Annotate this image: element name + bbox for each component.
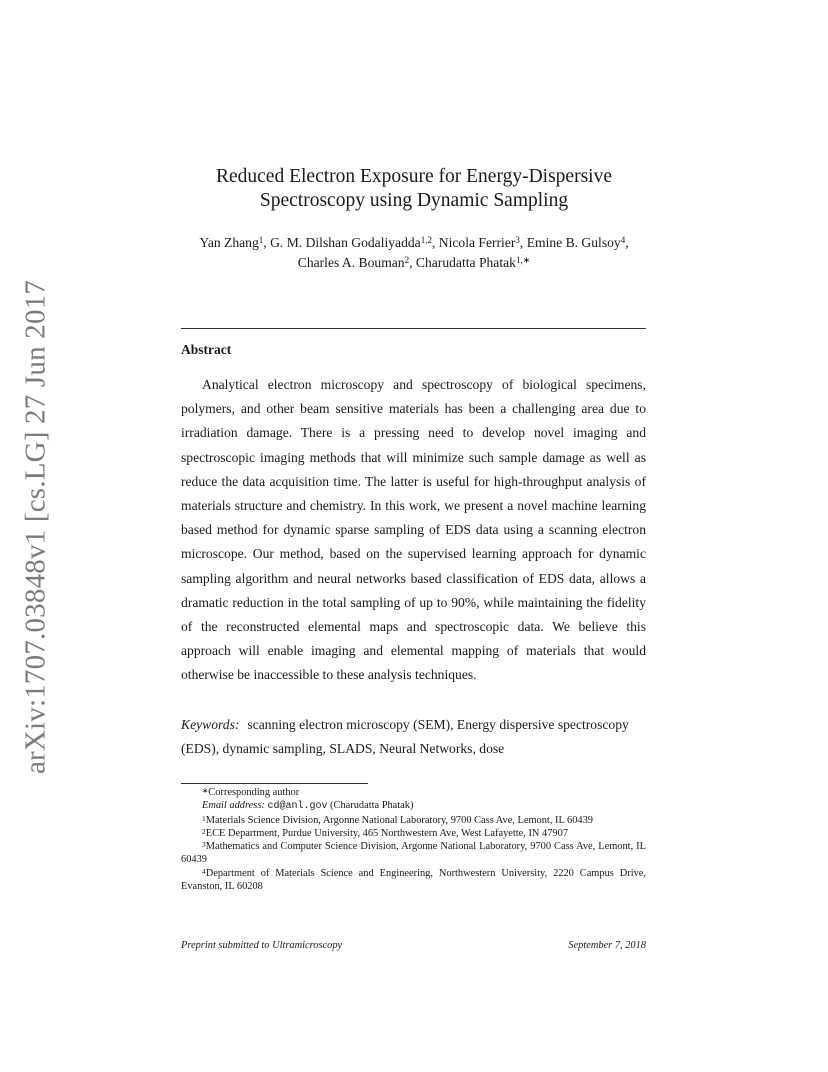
author-name: Yan Zhang <box>199 235 259 250</box>
footnote-mark: 4 <box>202 866 206 876</box>
footnote-rule <box>181 783 368 784</box>
footnote-mark: 2 <box>202 826 206 836</box>
footnote-text: Mathematics and Computer Science Division, Argonne National Laboratory, 9700 Cass Ave, Lemont, IL 60439 <box>181 841 646 866</box>
footnote-mark: 3 <box>202 840 206 850</box>
author <box>298 255 409 270</box>
footnote-email <box>181 799 646 813</box>
footnote-affiliation <box>181 827 646 840</box>
footnote-text: ECE Department, Purdue University, 465 Northwestern Ave, West Lafayette, IN 47907 <box>205 827 569 839</box>
abstract-text: Analytical electron microscopy and spectroscopy of biological specimens, polymers, and other beam sensitive materials has been a challenging area due to irradiation damage. There is a pressing need to develop novel imaging and spectroscopic imaging methods that will minimize such sample damage as well as reduce the data acquisition time. The latter is useful for high-throughput analysis of materials structure and chemistry. In this work, we present a novel machine learning based method for dynamic sparse sampling of EDS data using a scanning electron microscope. Our method, based on the supervised learning approach for dynamic sampling algorithm and neural networks based classification of EDS data, allows a dramatic reduction in the total sampling of up to 90%, while maintaining the fidelity of the reconstructed elemental maps and spectroscopic data. We believe this approach will enable imaging and elemental mapping of materials that would otherwise be inaccessible to these analysis techniques. <box>181 377 646 683</box>
author <box>416 255 530 270</box>
author-name: Charles A. Bouman <box>297 255 405 270</box>
author-name: Emine B. Gulsoy <box>526 235 621 250</box>
keywords-text: scanning electron microscopy (SEM), Energy dispersive spectroscopy (EDS), dynamic sampling, SLADS, Neural Networks, dose <box>181 717 629 756</box>
title-line-1: Reduced Electron Exposure for Energy-Dispersive <box>215 166 612 187</box>
footnote-text: Department of Materials Science and Engineering, Northwestern University, 2220 Campus Drive, Evanston, IL 60208 <box>181 867 646 893</box>
author <box>527 235 626 250</box>
author <box>199 235 263 250</box>
footnote-text: Materials Science Division, Argonne National Laboratory, 9700 Cass Ave, Lemont, IL 60439 <box>205 814 594 826</box>
footnote-text: Corresponding author <box>208 787 300 798</box>
title-line-2: Spectroscopy using Dynamic Sampling <box>259 190 569 211</box>
footnote-affiliation <box>181 867 646 894</box>
author-name: G. M. Dilshan Godaliyadda <box>270 235 421 250</box>
author-affiliation-mark: 1,∗ <box>515 255 531 265</box>
author-affiliation-mark: 3 <box>515 235 520 245</box>
abstract-top-rule <box>181 328 646 329</box>
footnote-mark: 1 <box>202 813 206 823</box>
footnote-affiliation <box>181 814 646 827</box>
keywords <box>181 713 646 761</box>
author <box>270 235 432 250</box>
author <box>439 235 520 250</box>
author-affiliation-mark: 1 <box>258 235 264 245</box>
author-list: Yan Zhang$^1$, G. M. Dilshan Godaliyadda$^{1,2}$, Nicola Ferrier$^3$, Emine B. Gulsoy$^4$, Charles A. Bouman$^2$, Charudatta Phatak$^{1,∗}$ <box>199 235 629 270</box>
page-footer <box>181 940 646 951</box>
author-name: Charudatta Phatak <box>415 255 516 270</box>
footer-journal: Preprint submitted to Ultramicroscopy <box>181 940 343 951</box>
arxiv-identifier: arXiv:1707.03848v1 [cs.LG] 27 Jun 2017 <box>19 279 52 775</box>
email-link[interactable]: cd@anl.gov <box>267 801 328 813</box>
email-label: Email address: <box>202 800 265 812</box>
footnote-mark: ∗ <box>202 786 209 795</box>
author-affiliation-mark: 4 <box>620 235 626 245</box>
footnote-affiliation <box>181 840 646 867</box>
footnotes <box>181 786 646 893</box>
footer-date: September 7, 2018 <box>568 940 646 951</box>
keywords-label: Keywords: <box>181 717 240 732</box>
author-affiliation-mark: 2 <box>404 255 410 265</box>
abstract-heading: Abstract <box>181 342 232 357</box>
paper-title <box>150 165 678 213</box>
author-name: Nicola Ferrier <box>438 235 516 250</box>
email-owner: (Charudatta Phatak) <box>330 800 414 812</box>
footnote-corresponding <box>181 786 646 799</box>
author-affiliation-mark: 1,2 <box>420 235 432 245</box>
